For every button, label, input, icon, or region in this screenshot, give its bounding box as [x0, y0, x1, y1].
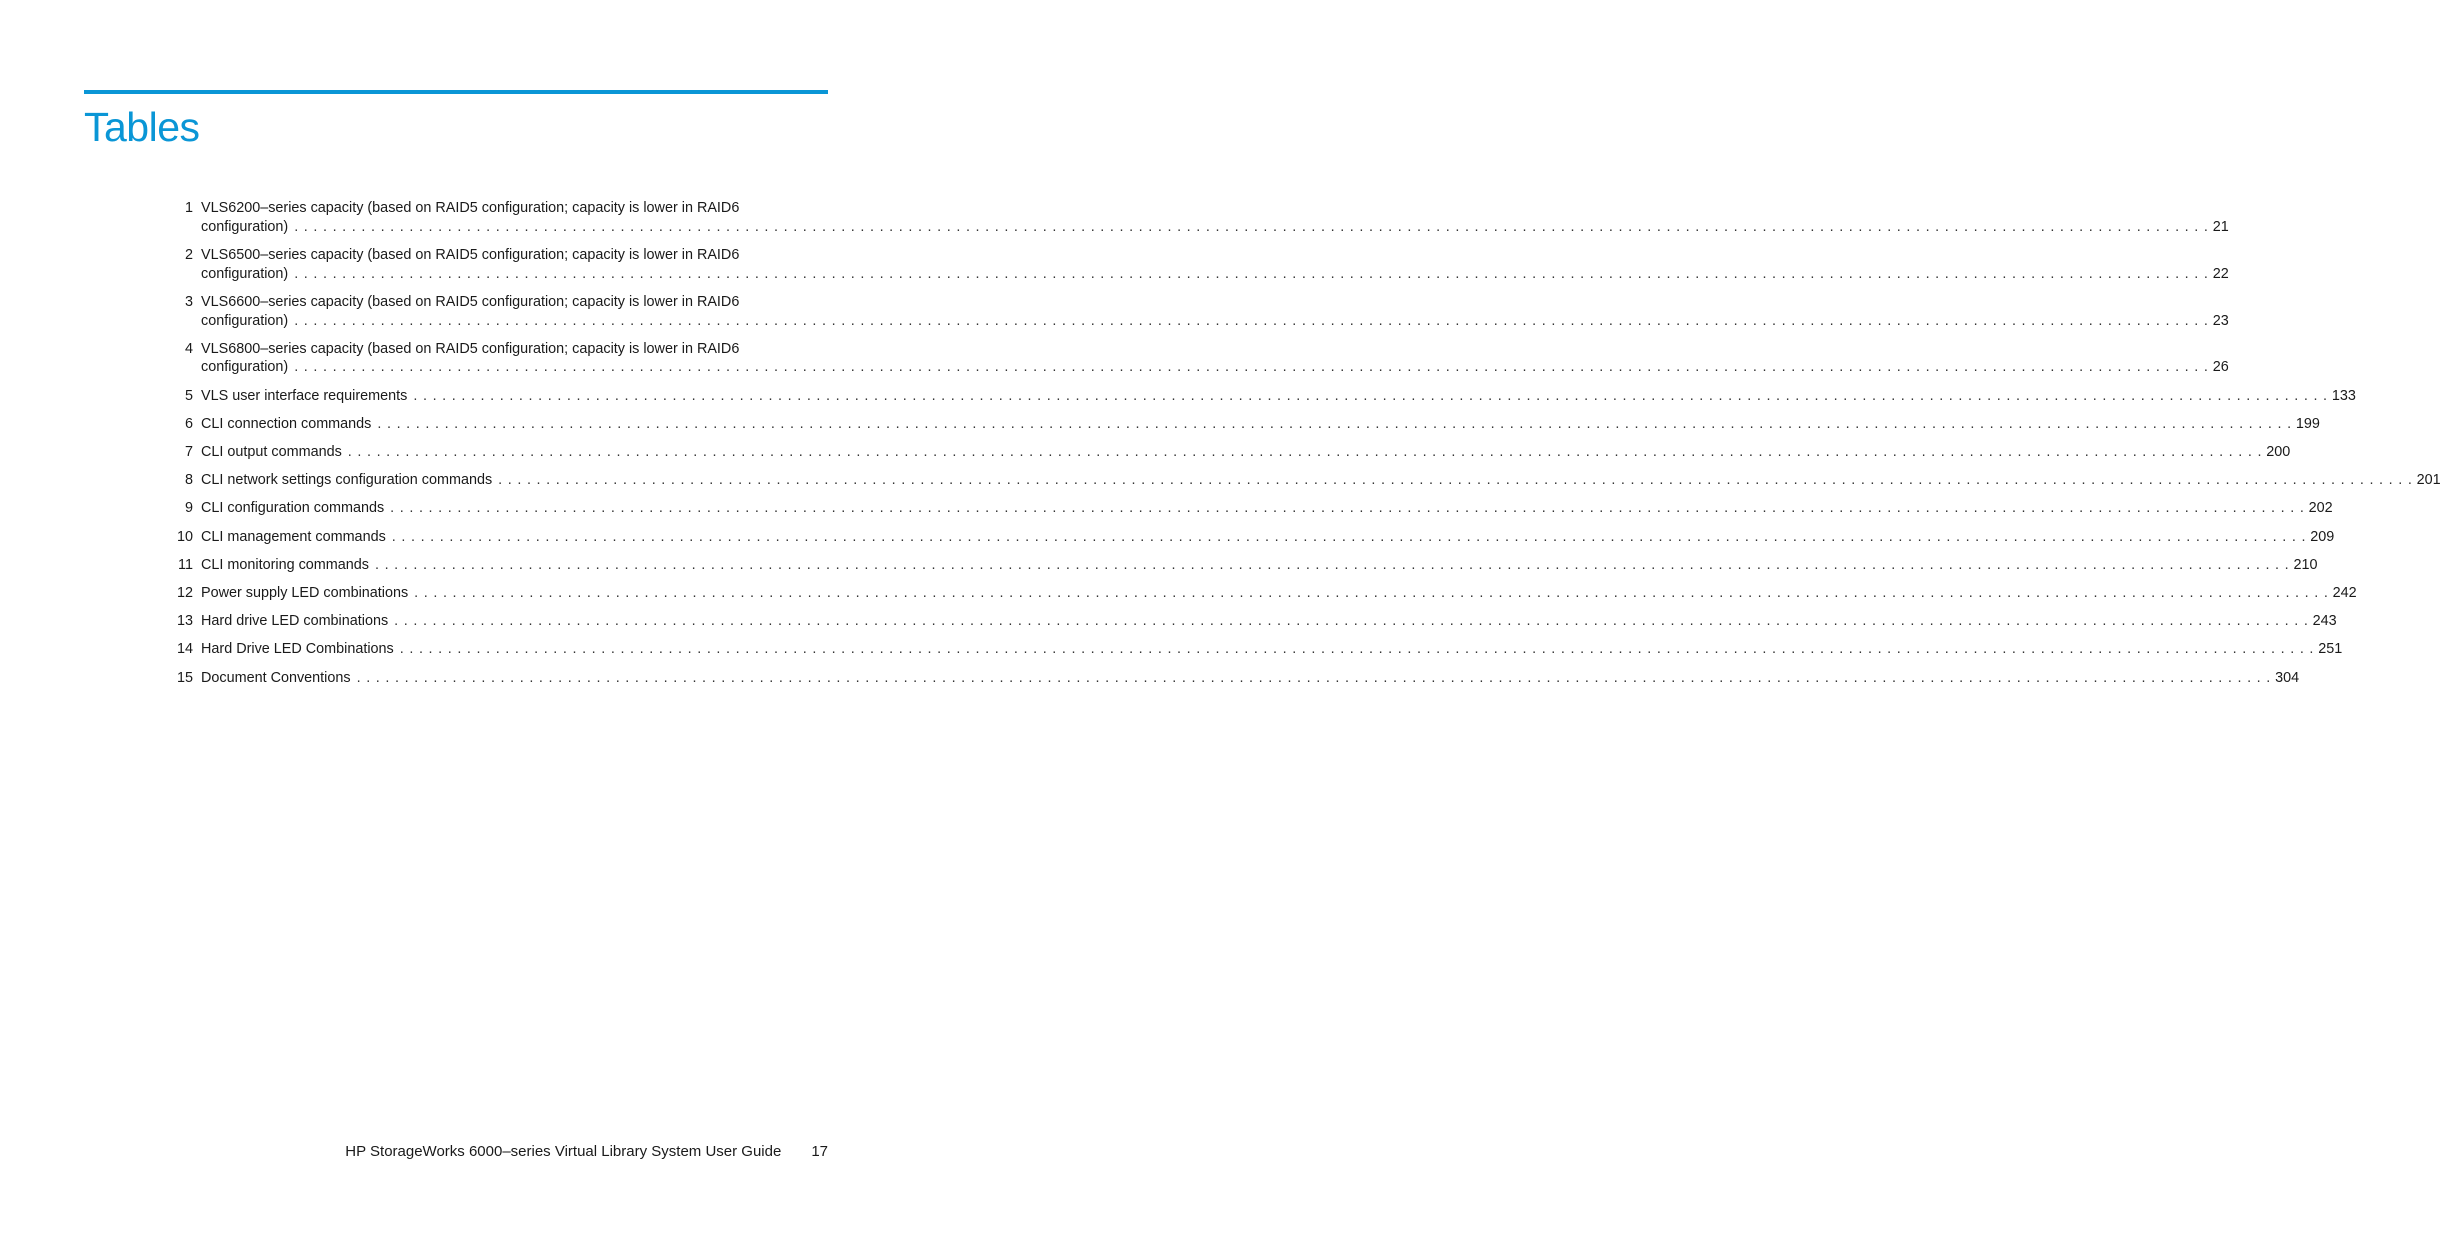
dot-leader: . . . . . . . . . . . . . . . . . . . . . . . . . . . . . . . . . . . . . . . . . . . . . . . . . . . . . . . . . . . . . . . . . . . . . . . . . . . . . . . . . . . . . . . . . . . . . . . . . . . . . . . . . . . . . . . . . . . . . . . . . . . . . . . . . . . . . . . . . . . . . . . . . . . . . . . . . . . . . . . . . . . . . . . . . . . . . . . . . . . . . . . . . . . . . . . . . . . . . . . .	[413, 387, 2328, 404]
toc-entry-page-number: 199	[2295, 415, 2320, 432]
dot-leader: . . . . . . . . . . . . . . . . . . . . . . . . . . . . . . . . . . . . . . . . . . . . . . . . . . . . . . . . . . . . . . . . . . . . . . . . . . . . . . . . . . . . . . . . . . . . . . . . . . . . . . . . . . . . . . . . . . . . . . . . . . . . . . . . . . . . . . . . . . . . . . . . . . . . . . . . . . . . . . . . . . . . . . . . . . . . . . . . . . . . . . . . . . . . . . . . . . . . . . . .	[390, 500, 2305, 517]
toc-entry[interactable]	[160, 340, 2229, 377]
toc-entry-title: Hard drive LED combinations	[201, 613, 389, 630]
dot-leader: . . . . . . . . . . . . . . . . . . . . . . . . . . . . . . . . . . . . . . . . . . . . . . . . . . . . . . . . . . . . . . . . . . . . . . . . . . . . . . . . . . . . . . . . . . . . . . . . . . . . . . . . . . . . . . . . . . . . . . . . . . . . . . . . . . . . . . . . . . . . . . . . . . . . . . . . . . . . . . . . . . . . . . . . . . . . . . . . . . . . . . . . . . . . . . . . . . . . . . . .	[377, 415, 2292, 432]
toc-entry-title: CLI network settings configuration commands	[201, 472, 493, 489]
toc-entry[interactable]	[160, 669, 2300, 688]
toc-entry-number: 9	[184, 500, 193, 517]
toc-entry-page-number: 26	[2212, 359, 2229, 376]
toc-entry[interactable]	[160, 528, 2335, 547]
toc-entry-number: 4	[184, 340, 193, 357]
toc-entry-page-number: 210	[2293, 556, 2318, 573]
toc-entry[interactable]	[160, 584, 2357, 603]
toc-entry-page-number: 21	[2212, 218, 2229, 235]
toc-entry-page-number: 201	[2416, 472, 2441, 489]
toc-entry-title: Hard Drive LED Combinations	[201, 641, 394, 658]
toc-entry-number: 15	[176, 669, 193, 686]
toc-entry-title: CLI output commands	[201, 444, 342, 461]
toc-entry-title: CLI management commands	[201, 528, 386, 545]
dot-leader: . . . . . . . . . . . . . . . . . . . . . . . . . . . . . . . . . . . . . . . . . . . . . . . . . . . . . . . . . . . . . . . . . . . . . . . . . . . . . . . . . . . . . . . . . . . . . . . . . . . . . . . . . . . . . . . . . . . . . . . . . . . . . . . . . . . . . . . . . . . . . . . . . . . . . . . . . . . . . . . . . . . . . . . . . . . . . . . . . . . . . . . . . . . . . . . . . . . . . . . .	[414, 585, 2329, 602]
toc-entry-number: 8	[184, 472, 193, 489]
toc-entry-number: 12	[176, 585, 193, 602]
dot-leader: . . . . . . . . . . . . . . . . . . . . . . . . . . . . . . . . . . . . . . . . . . . . . . . . . . . . . . . . . . . . . . . . . . . . . . . . . . . . . . . . . . . . . . . . . . . . . . . . . . . . . . . . . . . . . . . . . . . . . . . . . . . . . . . . . . . . . . . . . . . . . . . . . . . . . . . . . . . . . . . . . . . . . . . . . . . . . . . . . . . . . . . . . . . . . . . . . . . . . . . .	[399, 641, 2315, 658]
toc-entry[interactable]	[160, 640, 2343, 659]
toc-entry[interactable]	[160, 499, 2333, 518]
heading-rule	[84, 90, 828, 94]
toc-entry-number: 14	[176, 641, 193, 658]
footer-guide-title: HP StorageWorks 6000–series Virtual Library System User Guide	[345, 1143, 782, 1160]
footer-page-number: 17	[811, 1143, 828, 1160]
toc-entry-number: 2	[184, 246, 193, 263]
dot-leader: . . . . . . . . . . . . . . . . . . . . . . . . . . . . . . . . . . . . . . . . . . . . . . . . . . . . . . . . . . . . . . . . . . . . . . . . . . . . . . . . . . . . . . . . . . . . . . . . . . . . . . . . . . . . . . . . . . . . . . . . . . . . . . . . . . . . . . . . . . . . . . . . . . . . . . . . . . . . . . . . . . . . . . . . . . . . . . . . . . . . . . . . . . . . . . . . . . . . . . . .	[294, 312, 2209, 329]
toc-entry-number: 13	[176, 613, 193, 630]
toc-entry-page-number: 242	[2332, 585, 2357, 602]
toc-entry[interactable]	[160, 443, 2291, 462]
toc-entry-title-line: VLS6500–series capacity (based on RAID5 configuration; capacity is lower in RAID6	[201, 246, 740, 263]
toc-entry-page-number: 22	[2212, 265, 2229, 282]
toc-entry[interactable]	[160, 387, 2356, 406]
dot-leader: . . . . . . . . . . . . . . . . . . . . . . . . . . . . . . . . . . . . . . . . . . . . . . . . . . . . . . . . . . . . . . . . . . . . . . . . . . . . . . . . . . . . . . . . . . . . . . . . . . . . . . . . . . . . . . . . . . . . . . . . . . . . . . . . . . . . . . . . . . . . . . . . . . . . . . . . . . . . . . . . . . . . . . . . . . . . . . . . . . . . . . . . . . . . . . . . . . . . . . . .	[294, 218, 2209, 235]
dot-leader: . . . . . . . . . . . . . . . . . . . . . . . . . . . . . . . . . . . . . . . . . . . . . . . . . . . . . . . . . . . . . . . . . . . . . . . . . . . . . . . . . . . . . . . . . . . . . . . . . . . . . . . . . . . . . . . . . . . . . . . . . . . . . . . . . . . . . . . . . . . . . . . . . . . . . . . . . . . . . . . . . . . . . . . . . . . . . . . . . . . . . . . . . . . . . . . . . . . . . . . .	[294, 359, 2209, 376]
dot-leader: . . . . . . . . . . . . . . . . . . . . . . . . . . . . . . . . . . . . . . . . . . . . . . . . . . . . . . . . . . . . . . . . . . . . . . . . . . . . . . . . . . . . . . . . . . . . . . . . . . . . . . . . . . . . . . . . . . . . . . . . . . . . . . . . . . . . . . . . . . . . . . . . . . . . . . . . . . . . . . . . . . . . . . . . . . . . . . . . . . . . . . . . . . . . . . . . . . . . . . . .	[498, 472, 2413, 489]
table-of-contents	[160, 199, 2441, 697]
toc-entry[interactable]	[160, 246, 2229, 283]
toc-entry-title-line: VLS6600–series capacity (based on RAID5 configuration; capacity is lower in RAID6	[201, 293, 740, 310]
page-footer	[345, 1143, 828, 1160]
toc-entry-title-line: VLS6800–series capacity (based on RAID5 configuration; capacity is lower in RAID6	[201, 340, 740, 357]
dot-leader: . . . . . . . . . . . . . . . . . . . . . . . . . . . . . . . . . . . . . . . . . . . . . . . . . . . . . . . . . . . . . . . . . . . . . . . . . . . . . . . . . . . . . . . . . . . . . . . . . . . . . . . . . . . . . . . . . . . . . . . . . . . . . . . . . . . . . . . . . . . . . . . . . . . . . . . . . . . . . . . . . . . . . . . . . . . . . . . . . . . . . . . . . . . . . . . . . . . . . . . .	[347, 444, 2263, 461]
toc-entry-number: 1	[184, 200, 193, 216]
toc-entry-page-number: 251	[2318, 641, 2343, 658]
toc-entry[interactable]	[160, 471, 2441, 490]
toc-entry-title: CLI monitoring commands	[201, 556, 369, 573]
toc-entry-page-number: 209	[2310, 528, 2335, 545]
toc-entry-title: CLI configuration commands	[201, 500, 385, 517]
toc-entry-number: 3	[184, 293, 193, 310]
toc-entry-title: configuration)	[201, 265, 289, 282]
toc-entry[interactable]	[160, 199, 2229, 236]
page-title: Tables	[84, 104, 200, 150]
toc-entry-page-number: 304	[2275, 669, 2300, 686]
toc-entry[interactable]	[160, 415, 2320, 434]
toc-entry-number: 7	[184, 444, 193, 461]
toc-entry-page-number: 243	[2312, 613, 2337, 630]
toc-entry-title-line: VLS6200–series capacity (based on RAID5 configuration; capacity is lower in RAID6	[201, 200, 740, 216]
toc-entry[interactable]	[160, 612, 2337, 631]
toc-entry[interactable]	[160, 556, 2318, 575]
toc-entry-title: configuration)	[201, 312, 289, 329]
dot-leader: . . . . . . . . . . . . . . . . . . . . . . . . . . . . . . . . . . . . . . . . . . . . . . . . . . . . . . . . . . . . . . . . . . . . . . . . . . . . . . . . . . . . . . . . . . . . . . . . . . . . . . . . . . . . . . . . . . . . . . . . . . . . . . . . . . . . . . . . . . . . . . . . . . . . . . . . . . . . . . . . . . . . . . . . . . . . . . . . . . . . . . . . . . . . . . . . . . . . . . . .	[391, 528, 2307, 545]
toc-entry-page-number: 133	[2331, 387, 2356, 404]
toc-entry-title: Power supply LED combinations	[201, 585, 409, 602]
toc-entry-page-number: 200	[2266, 444, 2291, 461]
dot-leader: . . . . . . . . . . . . . . . . . . . . . . . . . . . . . . . . . . . . . . . . . . . . . . . . . . . . . . . . . . . . . . . . . . . . . . . . . . . . . . . . . . . . . . . . . . . . . . . . . . . . . . . . . . . . . . . . . . . . . . . . . . . . . . . . . . . . . . . . . . . . . . . . . . . . . . . . . . . . . . . . . . . . . . . . . . . . . . . . . . . . . . . . . . . . . . . . . . . . . . . .	[394, 613, 2309, 630]
toc-entry-page-number: 202	[2308, 500, 2333, 517]
toc-entry-number: 5	[184, 387, 193, 404]
dot-leader: . . . . . . . . . . . . . . . . . . . . . . . . . . . . . . . . . . . . . . . . . . . . . . . . . . . . . . . . . . . . . . . . . . . . . . . . . . . . . . . . . . . . . . . . . . . . . . . . . . . . . . . . . . . . . . . . . . . . . . . . . . . . . . . . . . . . . . . . . . . . . . . . . . . . . . . . . . . . . . . . . . . . . . . . . . . . . . . . . . . . . . . . . . . . . . . . . . . . . . . .	[356, 669, 2272, 686]
toc-entry-title: VLS user interface requirements	[201, 387, 408, 404]
toc-entry-title: configuration)	[201, 359, 289, 376]
toc-entry-number: 11	[178, 556, 193, 573]
toc-entry-title: configuration)	[201, 218, 289, 235]
dot-leader: . . . . . . . . . . . . . . . . . . . . . . . . . . . . . . . . . . . . . . . . . . . . . . . . . . . . . . . . . . . . . . . . . . . . . . . . . . . . . . . . . . . . . . . . . . . . . . . . . . . . . . . . . . . . . . . . . . . . . . . . . . . . . . . . . . . . . . . . . . . . . . . . . . . . . . . . . . . . . . . . . . . . . . . . . . . . . . . . . . . . . . . . . . . . . . . . . . . . . . . .	[374, 556, 2290, 573]
toc-entry-page-number: 23	[2212, 312, 2229, 329]
toc-entry-number: 6	[184, 415, 193, 432]
toc-entry[interactable]	[160, 293, 2229, 330]
toc-entry-number: 10	[176, 528, 193, 545]
dot-leader: . . . . . . . . . . . . . . . . . . . . . . . . . . . . . . . . . . . . . . . . . . . . . . . . . . . . . . . . . . . . . . . . . . . . . . . . . . . . . . . . . . . . . . . . . . . . . . . . . . . . . . . . . . . . . . . . . . . . . . . . . . . . . . . . . . . . . . . . . . . . . . . . . . . . . . . . . . . . . . . . . . . . . . . . . . . . . . . . . . . . . . . . . . . . . . . . . . . . . . . .	[294, 265, 2209, 282]
toc-entry-title: Document Conventions	[201, 669, 351, 686]
toc-entry-title: CLI connection commands	[201, 415, 372, 432]
